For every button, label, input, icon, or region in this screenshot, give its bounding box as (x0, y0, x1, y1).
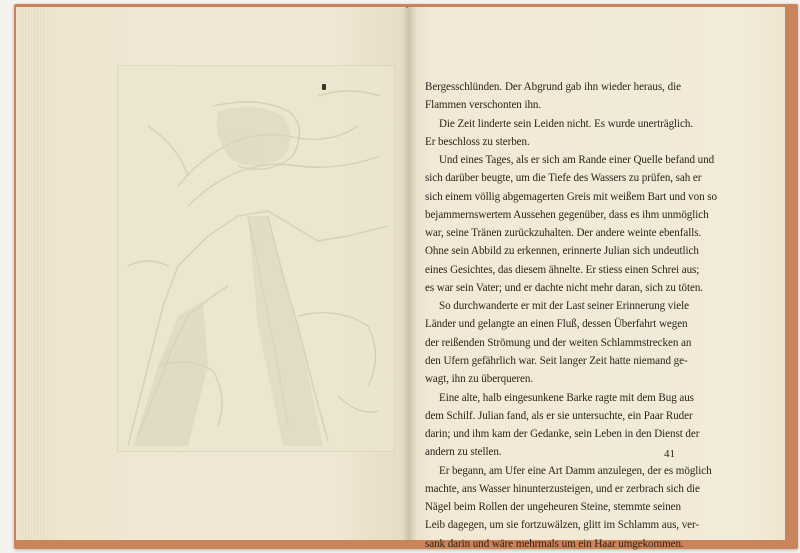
text-line: dem Schilf. Julian fand, als er sie untersuchte, ein Paar Ruder (425, 409, 693, 422)
text-line: eines Gesichtes, das diesem ähnelte. Er stiess einen Schrei aus; (425, 263, 700, 276)
text-line: Er begann, am Ufer eine Art Damm anzulegen, der es möglich (439, 464, 712, 477)
ink-speck (322, 84, 326, 90)
text-line: Flammen verschonten ihn. (425, 99, 542, 112)
illustration-figure (118, 66, 394, 451)
text-line: es war sein Vater; und er dachte nicht mehr daran, sich zu töten. (425, 281, 703, 294)
woodcut-illustration (117, 65, 395, 452)
text-line: sich einem völlig abgemagerten Greis mit weißem Bart und von so (425, 190, 717, 203)
text-line: Leib dagegen, um sie fortzuwälzen, glitt im Schlamm aus, ver- (425, 519, 700, 532)
text-line: So durchwanderte er mit der Last seiner Erinnerung viele (439, 300, 689, 313)
text-line: sich darüber beugte, um die Tiefe des Wassers zu prüfen, sah er (425, 172, 702, 185)
text-line: Eine alte, halb eingesunkene Barke ragte mit dem Bug aus (439, 391, 694, 404)
text-line: sank darin und wäre mehrmals um ein Haar umgekommen. (425, 537, 684, 550)
page-edges (22, 8, 44, 540)
text-line: Bergesschlünden. Der Abgrund gab ihn wieder heraus, die (425, 81, 681, 93)
text-line: Und eines Tages, als er sich am Rande einer Quelle befand und (439, 154, 715, 167)
page-number: 41 (664, 448, 675, 460)
text-line: Die Zeit linderte sein Leiden nicht. Es wurde unerträglich. (439, 117, 694, 130)
text-line: Er beschloss zu sterben. (425, 135, 530, 148)
text-line: darin; und ihm kam der Gedanke, sein Leben in den Dienst der (425, 428, 700, 441)
text-line: den Ufern gefährlich war. Seit langer Zeit hatte niemand ge- (425, 354, 688, 367)
book-gutter (402, 6, 416, 541)
text-line: Ohne sein Abbild zu erkennen, erinnerte Julian sich undeutlich (425, 245, 699, 258)
text-line: wagt, ihn zu überqueren. (425, 373, 534, 386)
text-line: andern zu stellen. (425, 446, 502, 459)
text-line: bejammernswertem Aussehen gegenüber, dass es ihm unmöglich (425, 208, 709, 221)
text-line: der reißenden Strömung und der weiten Schlammstrecken an (425, 336, 692, 349)
text-line: war, seine Tränen zurückzuhalten. Der andere weinte ebenfalls. (425, 227, 702, 240)
text-line: Länder und gelangte an einen Fluß, dessen Überfahrt wegen (425, 318, 688, 331)
page-text (425, 78, 717, 553)
text-line: Nägel beim Rollen der ungeheuren Steine, stemmte seinen (425, 501, 681, 514)
text-line: machte, ans Wasser hinunterzusteigen, und er zerbrach sich die (425, 482, 700, 495)
